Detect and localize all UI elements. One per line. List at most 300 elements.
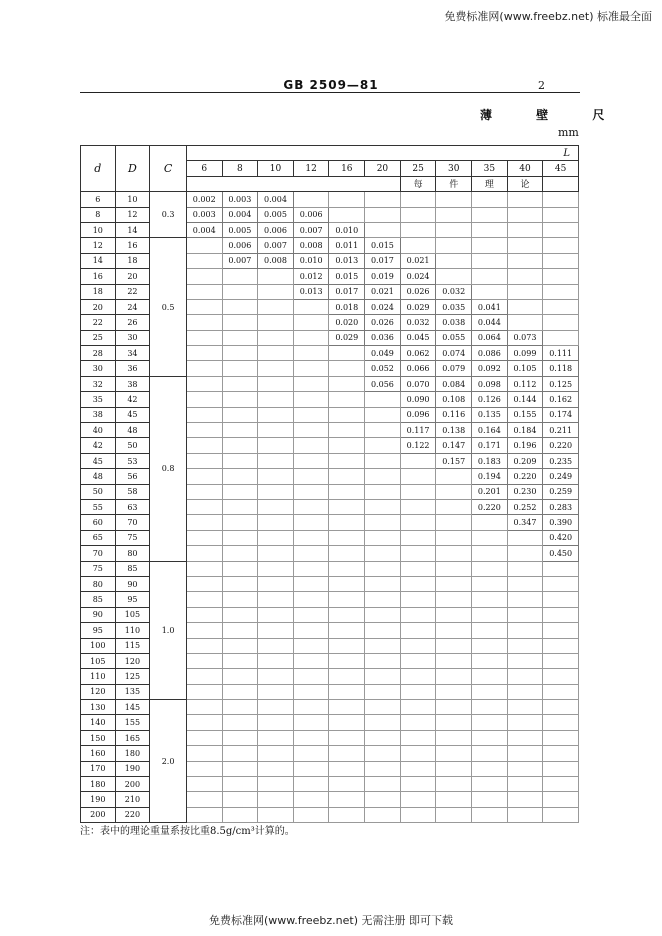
weight-cell [186,392,222,407]
weight-cell [186,269,222,284]
weight-cell [222,807,258,822]
weight-cell [222,669,258,684]
weight-cell [543,638,579,653]
weight-cell [293,777,329,792]
weight-cell [543,192,579,207]
weight-cell [186,623,222,638]
weight-cell [365,669,401,684]
weight-cell [543,715,579,730]
weight-cell [258,346,294,361]
weight-cell [222,515,258,530]
weight-cell [222,376,258,391]
weight-cell [222,623,258,638]
weight-cell [507,207,543,222]
weight-cell [365,607,401,622]
weight-cell: 0.021 [400,253,436,268]
weight-cell [258,746,294,761]
weight-cell [507,546,543,561]
weight-cell [543,684,579,699]
weight-cell [222,576,258,591]
weight-cell [186,299,222,314]
cell-d: 90 [81,607,116,622]
weight-cell [222,499,258,514]
weight-cell: 0.035 [436,299,472,314]
weight-cell [222,700,258,715]
weight-cell [365,469,401,484]
weight-cell [293,807,329,822]
weight-cell [436,807,472,822]
cell-d: 200 [81,807,116,822]
weight-cell [293,192,329,207]
cell-D: 45 [115,407,150,422]
cell-D: 125 [115,669,150,684]
weight-cell [186,561,222,576]
cell-D: 165 [115,730,150,745]
weight-cell: 0.074 [436,346,472,361]
weight-cell [365,530,401,545]
weight-cell: 0.235 [543,453,579,468]
weight-cell [293,423,329,438]
weight-cell: 0.052 [365,361,401,376]
cell-C: 0.5 [150,238,187,377]
weight-cell: 0.211 [543,423,579,438]
weight-cell [507,192,543,207]
length-header: 35 [472,161,508,176]
weight-cell [329,669,365,684]
weight-cell [400,515,436,530]
weight-cell [329,761,365,776]
weight-cell [258,330,294,345]
weight-cell [329,438,365,453]
weight-cell [400,684,436,699]
cell-D: 14 [115,222,150,237]
weight-cell [186,700,222,715]
weight-cell [258,653,294,668]
weight-cell [329,746,365,761]
weight-cell: 0.098 [472,376,508,391]
cell-d: 55 [81,499,116,514]
weight-cell [543,746,579,761]
weight-cell [507,761,543,776]
cell-D: 36 [115,361,150,376]
weight-cell [186,607,222,622]
weight-cell [507,530,543,545]
weight-cell [436,222,472,237]
weight-cell [186,638,222,653]
cell-d: 120 [81,684,116,699]
weight-cell [507,576,543,591]
weight-cell: 0.220 [507,469,543,484]
weight-cell [436,700,472,715]
weight-cell [507,561,543,576]
weight-cell [186,376,222,391]
weight-cell [329,407,365,422]
weight-cell [543,792,579,807]
weight-cell [258,315,294,330]
weight-cell: 0.073 [507,330,543,345]
weight-cell [436,623,472,638]
weight-cell [293,607,329,622]
weight-cell [186,423,222,438]
weight-cell: 0.144 [507,392,543,407]
cell-D: 24 [115,299,150,314]
weight-cell [329,469,365,484]
weight-cell [258,361,294,376]
weight-cell: 0.157 [436,453,472,468]
cell-d: 35 [81,392,116,407]
weight-cell [365,761,401,776]
weight-cell [293,376,329,391]
table-row [81,700,579,715]
weight-cell [507,807,543,822]
weight-cell [436,715,472,730]
cell-d: 170 [81,761,116,776]
cell-C: 0.3 [150,192,187,238]
length-header: 10 [258,161,294,176]
weight-cell [222,684,258,699]
weight-cell: 0.044 [472,315,508,330]
weight-cell [258,453,294,468]
weight-cell [186,284,222,299]
cell-D: 95 [115,592,150,607]
weight-cell [258,546,294,561]
length-header: 6 [186,161,222,176]
weight-cell: 0.029 [329,330,365,345]
weight-cell [436,499,472,514]
page-number: 2 [538,79,545,92]
weight-cell [472,530,508,545]
weight-cell [365,623,401,638]
weight-cell [365,638,401,653]
cell-d: 48 [81,469,116,484]
weight-cell [400,715,436,730]
weight-cell: 0.008 [293,238,329,253]
weight-cell: 0.004 [186,222,222,237]
weight-cell [472,777,508,792]
weight-cell [293,730,329,745]
weight-cell [222,761,258,776]
weight-cell [258,407,294,422]
weight-cell: 0.249 [543,469,579,484]
weight-cell [222,792,258,807]
weight-cell: 0.019 [365,269,401,284]
cell-D: 70 [115,515,150,530]
weight-cell [329,499,365,514]
weight-cell [329,561,365,576]
weight-cell [472,546,508,561]
cell-d: 16 [81,269,116,284]
weight-cell [365,777,401,792]
weight-cell: 0.283 [543,499,579,514]
weight-cell [436,207,472,222]
weight-cell [293,469,329,484]
subheader-3: 理 [472,176,508,191]
cell-d: 100 [81,638,116,653]
subheader-blank [186,176,400,191]
weight-cell [365,792,401,807]
weight-cell [507,269,543,284]
weight-cell [329,730,365,745]
weight-cell [293,592,329,607]
weight-cell [222,299,258,314]
weight-cell [222,330,258,345]
weight-cell [507,638,543,653]
length-header: 16 [329,161,365,176]
weight-cell [258,700,294,715]
weight-cell [365,576,401,591]
weight-cell [293,700,329,715]
weight-cell [258,807,294,822]
weight-cell [186,330,222,345]
cell-d: 180 [81,777,116,792]
weight-cell [222,715,258,730]
weight-cell: 0.008 [258,253,294,268]
weight-cell [329,592,365,607]
cell-D: 63 [115,499,150,514]
weight-cell [365,392,401,407]
weight-cell [543,253,579,268]
cell-d: 42 [81,438,116,453]
weight-cell [186,669,222,684]
weight-cell [543,576,579,591]
weight-cell [400,669,436,684]
weight-cell [258,715,294,730]
cell-D: 30 [115,330,150,345]
weight-cell: 0.125 [543,376,579,391]
weight-cell [472,746,508,761]
weight-cell: 0.026 [400,284,436,299]
weight-cell [472,607,508,622]
cell-d: 14 [81,253,116,268]
weight-cell [293,792,329,807]
weight-cell: 0.174 [543,407,579,422]
weight-cell [329,684,365,699]
weight-cell [258,592,294,607]
weight-cell: 0.006 [222,238,258,253]
weight-cell [472,684,508,699]
weight-cell [543,607,579,622]
weight-cell [543,623,579,638]
bushing-weight-table [80,145,579,823]
weight-cell: 0.024 [365,299,401,314]
weight-cell [293,623,329,638]
weight-cell [365,453,401,468]
cell-D: 115 [115,638,150,653]
weight-cell [329,207,365,222]
weight-cell [258,423,294,438]
weight-cell [293,346,329,361]
cell-D: 80 [115,546,150,561]
weight-cell: 0.010 [293,253,329,268]
weight-cell: 0.041 [472,299,508,314]
weight-cell [258,299,294,314]
weight-cell [507,299,543,314]
weight-cell [258,561,294,576]
weight-cell: 0.096 [400,407,436,422]
weight-cell: 0.017 [329,284,365,299]
cell-D: 18 [115,253,150,268]
weight-cell [400,653,436,668]
weight-cell [329,392,365,407]
weight-cell [186,438,222,453]
weight-cell: 0.126 [472,392,508,407]
weight-cell [258,269,294,284]
cell-d: 150 [81,730,116,745]
weight-cell [472,222,508,237]
weight-cell: 0.201 [472,484,508,499]
weight-cell: 0.390 [543,515,579,530]
weight-cell: 0.013 [329,253,365,268]
weight-cell [507,623,543,638]
weight-cell [186,592,222,607]
weight-cell [222,453,258,468]
weight-cell [436,469,472,484]
weight-cell [400,530,436,545]
weight-cell [543,777,579,792]
weight-cell [329,576,365,591]
weight-cell [400,561,436,576]
weight-cell [543,269,579,284]
cell-d: 75 [81,561,116,576]
length-header: 25 [400,161,436,176]
weight-cell [258,730,294,745]
weight-cell [400,453,436,468]
length-header: 8 [222,161,258,176]
weight-cell: 0.020 [329,315,365,330]
weight-cell [472,576,508,591]
subheader-blank-end [543,176,579,191]
weight-cell [507,700,543,715]
weight-cell [400,222,436,237]
weight-cell [222,653,258,668]
weight-cell [186,807,222,822]
weight-cell: 0.005 [258,207,294,222]
weight-cell [365,653,401,668]
weight-cell [222,746,258,761]
weight-cell [472,715,508,730]
header-C: C [150,146,187,192]
cell-d: 10 [81,222,116,237]
cell-d: 105 [81,653,116,668]
weight-cell [436,515,472,530]
weight-cell [258,515,294,530]
weight-cell: 0.006 [293,207,329,222]
weight-cell [186,761,222,776]
weight-cell [186,530,222,545]
weight-cell [436,684,472,699]
weight-cell [472,238,508,253]
cell-D: 110 [115,623,150,638]
weight-cell: 0.010 [329,222,365,237]
cell-D: 190 [115,761,150,776]
cell-d: 140 [81,715,116,730]
weight-cell [293,438,329,453]
cell-d: 32 [81,376,116,391]
cell-D: 16 [115,238,150,253]
cell-D: 90 [115,576,150,591]
weight-cell [400,792,436,807]
weight-cell [293,330,329,345]
weight-cell [329,192,365,207]
weight-cell: 0.015 [365,238,401,253]
weight-cell [543,592,579,607]
weight-cell: 0.162 [543,392,579,407]
cell-d: 40 [81,423,116,438]
weight-cell: 0.005 [222,222,258,237]
cell-d: 190 [81,792,116,807]
weight-cell [472,207,508,222]
weight-cell [365,192,401,207]
weight-cell [222,561,258,576]
weight-cell [472,515,508,530]
weight-cell [293,761,329,776]
weight-cell: 0.171 [472,438,508,453]
weight-cell: 0.002 [186,192,222,207]
cell-D: 22 [115,284,150,299]
weight-cell [186,546,222,561]
weight-cell [365,746,401,761]
weight-cell: 0.003 [186,207,222,222]
weight-cell [472,807,508,822]
weight-cell [329,792,365,807]
weight-cell [507,253,543,268]
weight-cell [543,299,579,314]
cell-d: 8 [81,207,116,222]
weight-cell: 0.070 [400,376,436,391]
weight-cell [329,715,365,730]
length-header: 45 [543,161,579,176]
weight-cell: 0.066 [400,361,436,376]
cell-D: 75 [115,530,150,545]
weight-cell [258,684,294,699]
weight-cell [258,777,294,792]
weight-cell [222,484,258,499]
weight-cell [186,407,222,422]
weight-cell [472,623,508,638]
weight-cell [222,777,258,792]
weight-cell [507,792,543,807]
weight-cell [543,761,579,776]
table-row [81,238,579,253]
weight-cell: 0.007 [293,222,329,237]
weight-cell: 0.045 [400,330,436,345]
subheader-1: 每 [400,176,436,191]
weight-cell [258,469,294,484]
weight-cell [293,638,329,653]
cell-D: 12 [115,207,150,222]
weight-cell [293,392,329,407]
cell-C: 0.8 [150,376,187,561]
weight-cell: 0.079 [436,361,472,376]
length-header: 20 [365,161,401,176]
weight-cell [436,592,472,607]
weight-cell: 0.147 [436,438,472,453]
weight-cell [329,623,365,638]
weight-cell [436,761,472,776]
weight-cell [507,777,543,792]
cell-D: 34 [115,346,150,361]
weight-cell [472,269,508,284]
weight-cell [365,222,401,237]
weight-cell [222,438,258,453]
weight-cell: 0.064 [472,330,508,345]
weight-cell: 0.017 [365,253,401,268]
weight-cell: 0.155 [507,407,543,422]
weight-cell [258,761,294,776]
weight-cell [507,669,543,684]
weight-cell: 0.194 [472,469,508,484]
weight-cell [365,499,401,514]
